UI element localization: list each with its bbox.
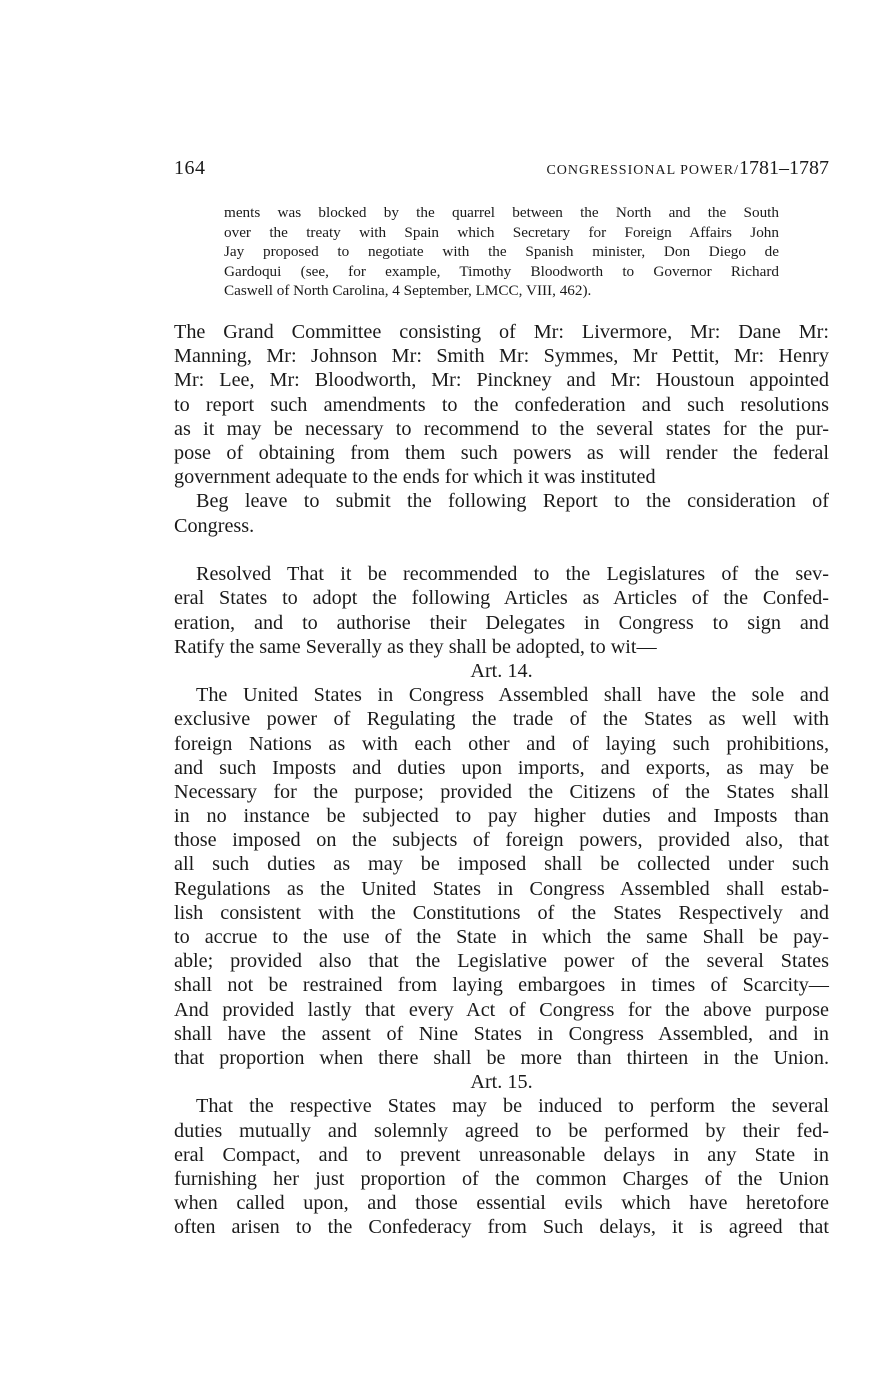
article-14-paragraph <box>174 683 829 1070</box>
committee-paragraph <box>174 320 829 489</box>
text-line: furnishing her just proportion of the common Charges of the Union <box>174 1167 829 1190</box>
text-line: Regulations as the United States in Congress Assembled shall estab- <box>174 877 829 900</box>
text-line: exclusive power of Regulating the trade of the States as well with <box>174 708 829 731</box>
text-line: duties mutually and solemnly agreed to be performed by their fed- <box>174 1119 829 1142</box>
footnote-line: Gardoqui (see, for example, Timothy Bloodworth to Governor Richard <box>224 262 779 280</box>
text-line: government adequate to the ends for which it was instituted <box>174 466 656 489</box>
resolved-paragraph <box>174 562 829 659</box>
text-line: eral States to adopt the following Articles as Articles of the Confed- <box>174 587 829 610</box>
running-head <box>546 157 829 180</box>
text-line: to accrue to the use of the State in which the same Shall be pay- <box>174 926 829 948</box>
page-number: 164 <box>174 157 206 179</box>
text-line: Congress. <box>174 514 255 537</box>
text-line: Beg leave to submit the following Report to the consideration of <box>196 490 829 513</box>
footnote-line: Jay proposed to negotiate with the Spanish minister, Don Diego de <box>224 243 779 260</box>
text-line: That the respective States may be induced to perform the several <box>196 1095 829 1118</box>
text-line: And provided lastly that every Act of Congress for the above purpose <box>174 998 829 1021</box>
running-head-title: CONGRESSIONAL POWER/ <box>546 163 739 178</box>
text-line: eration, and to authorise their Delegates in Congress to sign and <box>174 611 829 634</box>
beg-leave-paragraph <box>174 489 829 537</box>
footnote-line: ments was blocked by the quarrel between the North and the South <box>224 204 779 221</box>
text-line: shall not be restrained from laying embargoes in times of Scarcity— <box>174 974 829 997</box>
text-line: those imposed on the subjects of foreign powers, provided also, that <box>174 829 829 852</box>
footnote-block <box>224 203 779 301</box>
text-line: and such Imposts and duties upon imports, and exports, as may be <box>174 756 829 779</box>
text-line: as it may be necessary to recommend to the several states for the pur- <box>174 417 829 440</box>
article-15-heading: Art. 15. <box>470 1071 533 1094</box>
text-line: Mr: Lee, Mr: Bloodworth, Mr: Pinckney and Mr: Houstoun appointed <box>174 369 829 392</box>
article-14-heading: Art. 14. <box>470 659 533 682</box>
text-line: all such duties as may be imposed shall be collected under such <box>174 853 829 876</box>
article-15-paragraph <box>174 1094 829 1239</box>
text-line: Manning, Mr: Johnson Mr: Smith Mr: Symmes, Mr Pettit, Mr: Henry <box>174 345 829 368</box>
text-line: Resolved That it be recommended to the Legislatures of the sev- <box>196 563 829 586</box>
text-line: when called upon, and those essential evils which have heretofore <box>174 1192 829 1215</box>
text-line: eral Compact, and to prevent unreasonable delays in any State in <box>174 1143 829 1166</box>
page-header <box>174 157 829 185</box>
text-line: in no instance be subjected to pay higher duties and Imposts than <box>174 805 829 828</box>
footnote-line: over the treaty with Spain which Secretary for Foreign Affairs John <box>224 223 779 241</box>
text-line: to report such amendments to the confederation and such resolutions <box>174 393 829 416</box>
text-line: The United States in Congress Assembled shall have the sole and <box>196 684 829 707</box>
text-line: Necessary for the purpose; provided the Citizens of the States shall <box>174 780 829 803</box>
text-line: The Grand Committee consisting of Mr: Livermore, Mr: Dane Mr: <box>174 321 829 343</box>
text-line: able; provided also that the Legislative power of the several States <box>174 950 829 973</box>
footnote-line: Caswell of North Carolina, 4 September, LMCC, VIII, 462). <box>224 282 592 299</box>
paragraph-gap <box>174 538 829 563</box>
text-line: foreign Nations as with each other and of laying such prohibitions, <box>174 732 829 755</box>
text-line: Ratify the same Severally as they shall be adopted, to wit— <box>174 635 657 658</box>
text-line: shall have the assent of Nine States in Congress Assembled, and in <box>174 1022 829 1045</box>
text-line: pose of obtaining from them such powers as will render the federal <box>174 441 829 464</box>
text-line: often arisen to the Confederacy from Such delays, it is agreed that <box>174 1216 829 1239</box>
text-line: lish consistent with the Constitutions of the States Respectively and <box>174 901 829 924</box>
running-head-years: 1781–1787 <box>739 157 829 179</box>
text-line: that proportion when there shall be more than thirteen in the Union. <box>174 1046 829 1069</box>
main-text <box>174 320 829 1239</box>
